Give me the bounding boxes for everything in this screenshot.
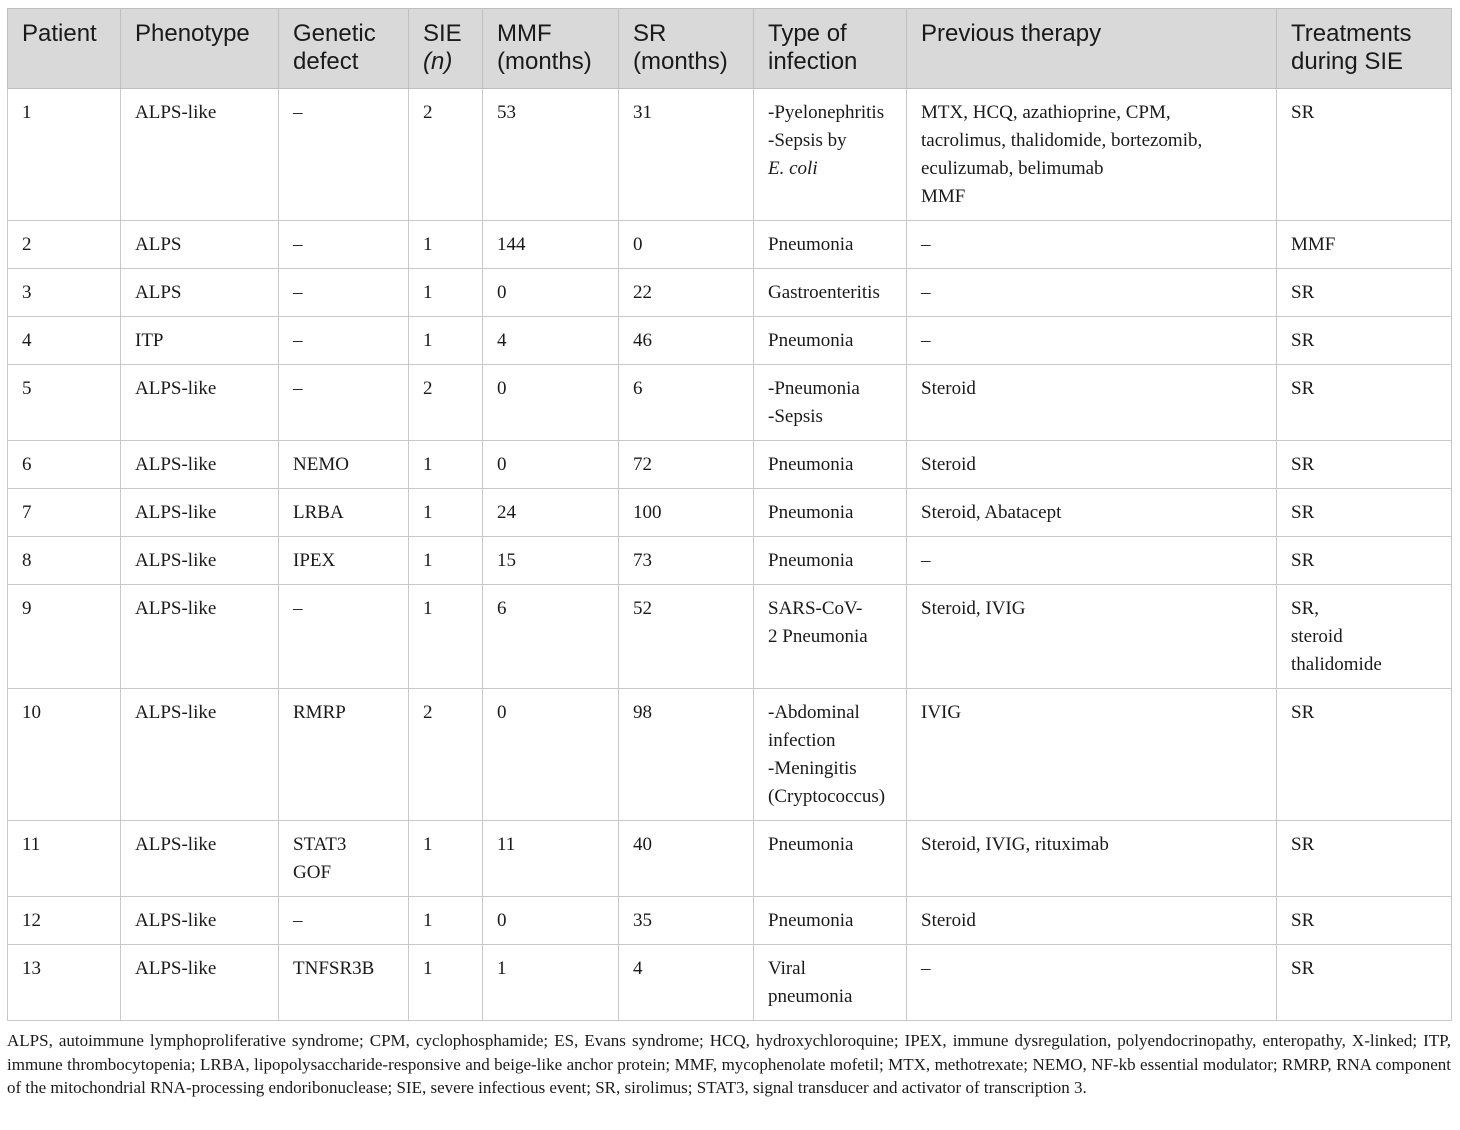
table-cell (619, 897, 754, 945)
table-cell-text: SR (1291, 550, 1315, 571)
table-body (8, 89, 1452, 1021)
table-cell (121, 441, 279, 489)
table-cell-text: ALPS-like (135, 910, 217, 931)
table-cell-text: Steroid, IVIG (921, 598, 1026, 619)
table-cell (619, 441, 754, 489)
column-header (1277, 9, 1452, 89)
table-cell (483, 585, 619, 689)
table-cell (121, 821, 279, 897)
table-cell-text: 11 (497, 834, 516, 855)
table-cell (409, 689, 483, 821)
table-cell (1277, 489, 1452, 537)
table-cell-text: ALPS-like (135, 834, 217, 855)
table-cell-text: ALPS-like (135, 102, 217, 123)
table-cell (754, 585, 907, 689)
table-cell (8, 269, 121, 317)
table-cell (907, 821, 1277, 897)
table-cell-text: 12 (22, 910, 41, 931)
table-row (8, 821, 1452, 897)
table-cell (619, 689, 754, 821)
table-cell (279, 585, 409, 689)
table-row (8, 441, 1452, 489)
table-cell (1277, 317, 1452, 365)
table-cell-text: 2 (423, 702, 433, 723)
table-cell (483, 821, 619, 897)
table-cell (1277, 537, 1452, 585)
table-cell (619, 489, 754, 537)
table-cell-text: -Sepsis by (768, 130, 847, 151)
table-cell-text: 1 (423, 550, 433, 571)
table-cell-text: 1 (423, 910, 433, 931)
table-cell-text: MMF (921, 186, 966, 207)
table-cell (1277, 89, 1452, 221)
table-cell-text: RMRP (293, 702, 346, 723)
table-cell (121, 489, 279, 537)
table-cell (483, 89, 619, 221)
table-cell (619, 269, 754, 317)
table-cell (483, 897, 619, 945)
table-cell (754, 441, 907, 489)
table-cell-text: 0 (497, 454, 507, 475)
table-cell (754, 689, 907, 821)
table-cell (8, 585, 121, 689)
table-cell-text: 31 (633, 102, 652, 123)
table-cell (409, 365, 483, 441)
column-header-text: during SIE (1291, 48, 1404, 75)
table-cell-text: – (293, 102, 303, 123)
table-cell-text: 2 Pneumonia (768, 626, 868, 647)
table-cell-text: ITP (135, 330, 164, 351)
table-cell (483, 489, 619, 537)
header-row (8, 9, 1452, 89)
table-cell (483, 269, 619, 317)
column-header-text: Type of (768, 20, 847, 47)
column-header-text: Treatments (1291, 20, 1412, 47)
table-cell (754, 945, 907, 1021)
table-cell (121, 537, 279, 585)
table-cell-text: Pneumonia (768, 330, 854, 351)
table-row (8, 317, 1452, 365)
table-cell (8, 821, 121, 897)
table-cell (619, 537, 754, 585)
table-cell-text: IPEX (293, 550, 336, 571)
column-header-text: Patient (22, 20, 97, 47)
table-cell-text: 2 (423, 102, 433, 123)
table-cell-text: 0 (497, 378, 507, 399)
table-cell-text: – (293, 910, 303, 931)
table-cell-text: – (921, 550, 931, 571)
table-cell-text: NEMO (293, 454, 349, 475)
table-cell-text: 1 (423, 330, 433, 351)
table-cell (279, 537, 409, 585)
table-cell-text: ALPS (135, 234, 182, 255)
table-cell (409, 585, 483, 689)
table-cell (483, 537, 619, 585)
patient-table (7, 8, 1452, 1021)
table-row (8, 585, 1452, 689)
table-cell-text: IVIG (921, 702, 962, 723)
table-cell-text: Steroid (921, 910, 976, 931)
table-cell (907, 365, 1277, 441)
table-cell-text: 0 (633, 234, 643, 255)
table-cell-text: 73 (633, 550, 652, 571)
table-cell (907, 441, 1277, 489)
table-cell (754, 269, 907, 317)
table-cell (754, 365, 907, 441)
table-cell (121, 585, 279, 689)
table-cell (8, 945, 121, 1021)
table-cell (1277, 821, 1452, 897)
table-cell-text: – (921, 282, 931, 303)
table-cell-text: – (293, 234, 303, 255)
table-cell-text: 6 (22, 454, 32, 475)
table-cell (483, 689, 619, 821)
table-cell-text: SARS-CoV- (768, 598, 863, 619)
table-cell (754, 221, 907, 269)
table-cell-text: 98 (633, 702, 652, 723)
column-header-text: Previous therapy (921, 20, 1102, 47)
table-cell (907, 537, 1277, 585)
table-cell (754, 897, 907, 945)
table-cell (121, 269, 279, 317)
column-header (907, 9, 1277, 89)
table-cell (1277, 897, 1452, 945)
table-cell-text: -Meningitis (768, 758, 857, 779)
table-cell-text: ALPS-like (135, 598, 217, 619)
table-cell (279, 269, 409, 317)
table-cell-text: SR (1291, 702, 1315, 723)
table-cell-text: SR (1291, 502, 1315, 523)
table-cell (409, 821, 483, 897)
table-cell-text: 24 (497, 502, 516, 523)
table-cell (121, 365, 279, 441)
column-header (619, 9, 754, 89)
column-header-text: (months) (633, 48, 728, 75)
column-header-text: infection (768, 48, 858, 75)
table-cell-text: infection (768, 730, 836, 751)
table-cell (907, 317, 1277, 365)
table-cell-text: 1 (497, 958, 507, 979)
table-cell (409, 441, 483, 489)
table-cell-text: SR (1291, 958, 1315, 979)
table-cell-text: pneumonia (768, 986, 853, 1007)
table-cell-text: Pneumonia (768, 234, 854, 255)
table-cell (8, 489, 121, 537)
table-cell (754, 489, 907, 537)
table-cell-text: ALPS-like (135, 550, 217, 571)
table-cell (1277, 441, 1452, 489)
table-cell (619, 945, 754, 1021)
table-cell (907, 585, 1277, 689)
table-cell-text: 13 (22, 958, 41, 979)
table-cell-text: ALPS-like (135, 454, 217, 475)
table-row (8, 269, 1452, 317)
table-cell (409, 945, 483, 1021)
table-cell (409, 317, 483, 365)
table-cell (8, 317, 121, 365)
table-cell-text: Steroid (921, 454, 976, 475)
table-cell-text: 72 (633, 454, 652, 475)
table-cell (483, 317, 619, 365)
table-cell (8, 365, 121, 441)
table-cell-text: Pneumonia (768, 502, 854, 523)
table-cell (483, 221, 619, 269)
column-header-text: defect (293, 48, 359, 75)
table-cell-text: GOF (293, 862, 332, 883)
table-cell-text: -Pyelonephritis (768, 102, 885, 123)
table-cell-text: 52 (633, 598, 652, 619)
table-cell-text: 9 (22, 598, 32, 619)
table-cell (1277, 945, 1452, 1021)
table-row (8, 365, 1452, 441)
table-cell (279, 945, 409, 1021)
column-header (409, 9, 483, 89)
table-footnote: ALPS, autoimmune lymphoproliferative syndrome; CPM, cyclophosphamide; ES, Evans syndrome; HCQ, hydroxychloroquine; IPEX, immune dysregulation, polyendocrinopathy, enteropathy, X-linked; ITP, immune thrombocytopenia; LRBA, lipopolysaccharide-responsive and beige-like anchor protein; MMF, mycophenolate mofetil; MTX, methotrexate; NEMO, NF-kb essential modulator; RMRP, RNA component of the mitochondrial RNA-processing endoribonuclease; SIE, severe infectious event; SR, sirolimus; STAT3, signal transducer and activator of transcription 3. (7, 1031, 1451, 1097)
table-cell-text: – (293, 598, 303, 619)
column-header-text: Genetic (293, 20, 376, 47)
table-cell-text: 1 (423, 454, 433, 475)
table-cell (754, 317, 907, 365)
table-cell-text: 11 (22, 834, 41, 855)
table-cell (279, 897, 409, 945)
table-cell-text: SR (1291, 454, 1315, 475)
table-cell-text: 1 (423, 834, 433, 855)
table-cell (1277, 585, 1452, 689)
table-cell (409, 537, 483, 585)
table-cell-text: Viral (768, 958, 806, 979)
table-cell-text: SR (1291, 910, 1315, 931)
table-cell (907, 89, 1277, 221)
table-cell (279, 489, 409, 537)
table-cell (907, 221, 1277, 269)
table-cell-text: 35 (633, 910, 652, 931)
table-cell (121, 89, 279, 221)
table-cell-text: MTX, HCQ, azathioprine, CPM, (921, 102, 1171, 123)
table-cell (907, 897, 1277, 945)
table-cell (279, 821, 409, 897)
table-cell-text: 1 (423, 958, 433, 979)
table-cell-text: SR (1291, 282, 1315, 303)
table-cell-text: 2 (423, 378, 433, 399)
table-cell-text: 40 (633, 834, 652, 855)
table-cell (754, 537, 907, 585)
table-cell-text: SR, (1291, 598, 1319, 619)
table-cell (754, 821, 907, 897)
table-cell-text: ALPS (135, 282, 182, 303)
table-cell (8, 89, 121, 221)
table-cell (754, 89, 907, 221)
table-cell (279, 689, 409, 821)
table-row (8, 897, 1452, 945)
table-cell (483, 441, 619, 489)
table-cell-text: 100 (633, 502, 662, 523)
table-cell-text: -Pneumonia (768, 378, 860, 399)
table-cell (279, 89, 409, 221)
table-row (8, 489, 1452, 537)
column-header-text: (n) (423, 48, 453, 75)
table-cell-text: ALPS-like (135, 958, 217, 979)
table-cell (279, 221, 409, 269)
table-cell (279, 441, 409, 489)
table-cell-text: (Cryptococcus) (768, 786, 886, 807)
table-cell-text: 2 (22, 234, 32, 255)
table-cell (121, 317, 279, 365)
table-cell-text: SR (1291, 834, 1315, 855)
table-cell (1277, 689, 1452, 821)
table-cell-text: ALPS-like (135, 702, 217, 723)
table-cell-text: ALPS-like (135, 502, 217, 523)
table-cell (121, 897, 279, 945)
table-cell-text: steroid (1291, 626, 1343, 647)
table-cell-text: 15 (497, 550, 516, 571)
table-cell (907, 489, 1277, 537)
column-header-text: Phenotype (135, 20, 250, 47)
table-cell-text: – (293, 378, 303, 399)
table-cell (907, 689, 1277, 821)
table-cell (8, 537, 121, 585)
table-cell-text: 4 (22, 330, 32, 351)
table-cell (279, 365, 409, 441)
table-cell-text: 6 (497, 598, 507, 619)
table-cell-text: 1 (423, 282, 433, 303)
table-cell-text: 8 (22, 550, 32, 571)
table-cell-text: 1 (423, 234, 433, 255)
table-cell-text: TNFSR3B (293, 958, 375, 979)
table-cell-text: STAT3 (293, 834, 347, 855)
table-cell-text: ALPS-like (135, 378, 217, 399)
table-cell-text: Steroid (921, 378, 976, 399)
table-cell (121, 221, 279, 269)
table-cell-text: 5 (22, 378, 32, 399)
table-cell-text: MMF (1291, 234, 1336, 255)
table-cell (409, 89, 483, 221)
table-container (7, 8, 1451, 1021)
table-cell (619, 221, 754, 269)
table-cell-text: 22 (633, 282, 652, 303)
table-cell-text: 53 (497, 102, 516, 123)
table-cell-text: 3 (22, 282, 32, 303)
table-row (8, 89, 1452, 221)
column-header (121, 9, 279, 89)
table-cell-text: SR (1291, 330, 1315, 351)
table-cell-text: 7 (22, 502, 32, 523)
table-cell (483, 945, 619, 1021)
column-header (754, 9, 907, 89)
table-row (8, 689, 1452, 821)
table-cell-text: tacrolimus, thalidomide, bortezomib, (921, 130, 1203, 151)
table-cell (8, 689, 121, 821)
table-cell-text: 144 (497, 234, 526, 255)
table-cell-text: 0 (497, 282, 507, 303)
table-row (8, 221, 1452, 269)
table-cell-text: – (293, 282, 303, 303)
table-cell-text: thalidomide (1291, 654, 1382, 675)
table-cell (907, 269, 1277, 317)
table-cell-text: Gastroenteritis (768, 282, 880, 303)
table-cell (8, 221, 121, 269)
table-cell (8, 441, 121, 489)
table-cell-text: Pneumonia (768, 910, 854, 931)
table-cell-text: 1 (423, 598, 433, 619)
table-cell (619, 317, 754, 365)
table-cell (619, 821, 754, 897)
table-cell-text: SR (1291, 378, 1315, 399)
table-cell-text: – (921, 958, 931, 979)
table-cell (619, 89, 754, 221)
table-cell (1277, 221, 1452, 269)
column-header (483, 9, 619, 89)
table-cell-text: 4 (633, 958, 643, 979)
table-cell-text: Steroid, IVIG, rituximab (921, 834, 1109, 855)
table-cell (121, 689, 279, 821)
table-cell-text: 1 (423, 502, 433, 523)
column-header (279, 9, 409, 89)
table-cell-text: – (921, 234, 931, 255)
column-header-text: SR (633, 20, 667, 47)
table-cell-text: SR (1291, 102, 1315, 123)
table-cell-text: eculizumab, belimumab (921, 158, 1104, 179)
table-cell-text: Pneumonia (768, 834, 854, 855)
column-header-text: MMF (497, 20, 552, 47)
table-cell (619, 365, 754, 441)
table-cell-text: -Sepsis (768, 406, 823, 427)
table-cell (483, 365, 619, 441)
table-cell (8, 897, 121, 945)
table-cell (121, 945, 279, 1021)
table-cell-text: E. coli (768, 158, 818, 179)
table-cell (409, 269, 483, 317)
table-cell (1277, 269, 1452, 317)
table-cell-text: Pneumonia (768, 550, 854, 571)
table-cell-text: 0 (497, 702, 507, 723)
table-cell (1277, 365, 1452, 441)
table-cell-text: 4 (497, 330, 507, 351)
table-cell-text: -Abdominal (768, 702, 860, 723)
table-cell (409, 897, 483, 945)
table-cell (409, 221, 483, 269)
column-header (8, 9, 121, 89)
table-row (8, 945, 1452, 1021)
table-cell (409, 489, 483, 537)
table-cell-text: 10 (22, 702, 41, 723)
table-cell-text: 1 (22, 102, 32, 123)
table-cell-text: – (293, 330, 303, 351)
table-cell (619, 585, 754, 689)
column-header-text: (months) (497, 48, 592, 75)
table-cell (279, 317, 409, 365)
table-cell-text: Pneumonia (768, 454, 854, 475)
table-cell-text: Steroid, Abatacept (921, 502, 1062, 523)
table-cell (907, 945, 1277, 1021)
table-cell-text: 46 (633, 330, 652, 351)
table-cell-text: 6 (633, 378, 643, 399)
table-cell-text: – (921, 330, 931, 351)
table-row (8, 537, 1452, 585)
table-cell-text: 0 (497, 910, 507, 931)
column-header-text: SIE (423, 20, 462, 47)
table-cell-text: LRBA (293, 502, 344, 523)
